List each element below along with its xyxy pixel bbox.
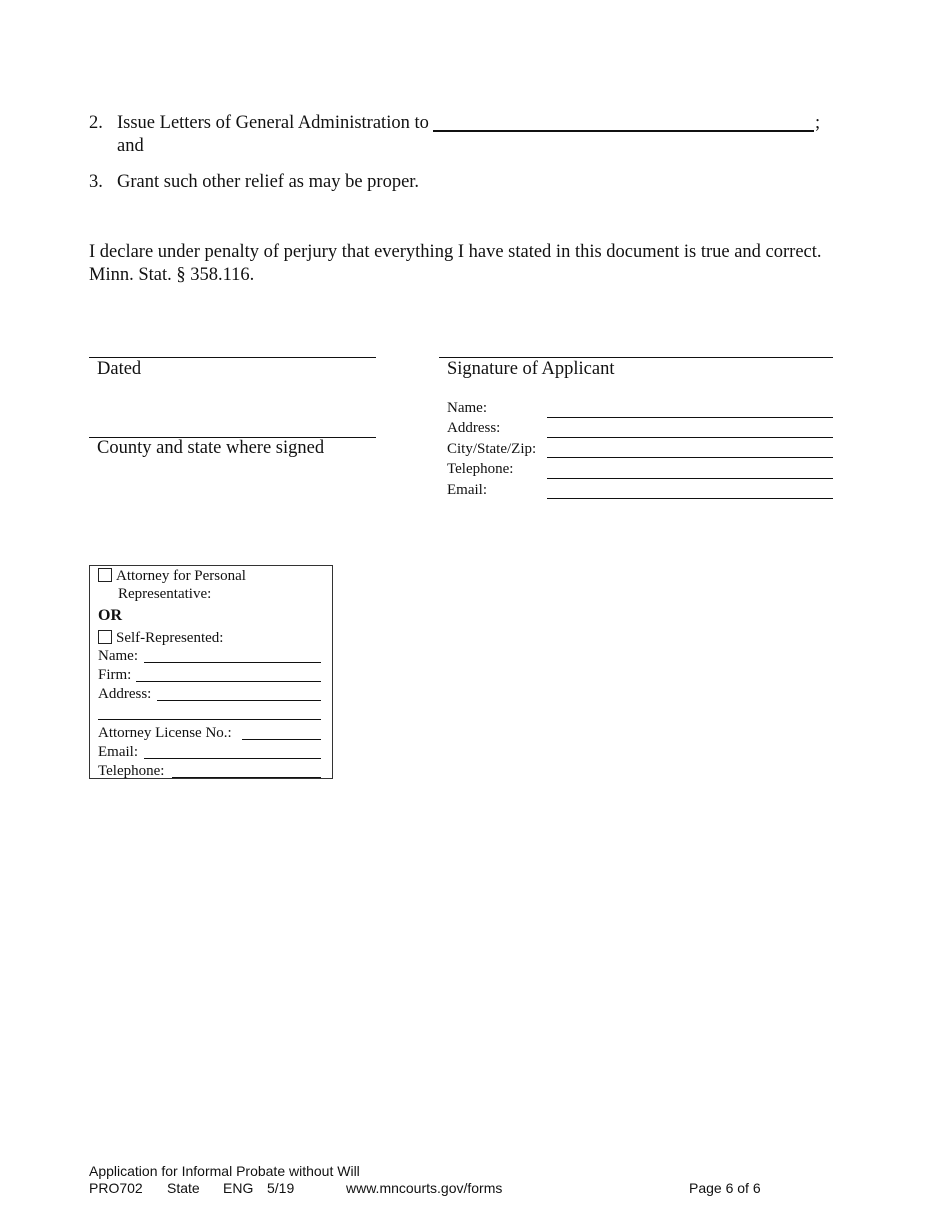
footer-revision: 5/19 <box>267 1180 295 1196</box>
footer-page-number: Page 6 of 6 <box>689 1180 761 1196</box>
box-email-label: Email: <box>98 744 138 760</box>
administrator-name-line[interactable] <box>433 130 814 132</box>
item-2-continuation: and <box>117 136 144 156</box>
applicant-name-line[interactable] <box>547 417 833 418</box>
dated-label: Dated <box>97 359 142 379</box>
item-2-number: 2. <box>89 113 103 133</box>
declaration-line-2: Minn. Stat. § 358.116. <box>89 265 255 285</box>
footer-form-title: Application for Informal Probate without Will <box>89 1163 360 1179</box>
applicant-city-label: City/State/Zip: <box>447 441 537 457</box>
box-telephone-line[interactable] <box>172 777 321 778</box>
item-3-text: Grant such other relief as may be proper. <box>117 172 420 192</box>
box-license-line[interactable] <box>242 739 321 740</box>
footer-website[interactable]: www.mncourts.gov/forms <box>346 1180 503 1196</box>
item-3-number: 3. <box>89 172 103 192</box>
box-email-line[interactable] <box>144 758 321 759</box>
attorney-info-box <box>89 565 333 779</box>
applicant-address-line[interactable] <box>547 437 833 438</box>
attorney-checkbox[interactable] <box>98 568 112 582</box>
item-2-suffix: ; <box>815 113 821 133</box>
box-address-line[interactable] <box>157 700 321 701</box>
attorney-option-label: Attorney for Personal <box>116 568 246 584</box>
box-firm-line[interactable] <box>136 681 321 682</box>
signature-label: Signature of Applicant <box>447 359 615 379</box>
box-name-label: Name: <box>98 648 138 664</box>
county-label: County and state where signed <box>97 438 325 458</box>
attorney-option <box>98 567 246 585</box>
footer-form-code: PRO702 <box>89 1180 143 1196</box>
self-represented-label: Self-Represented: <box>116 630 224 646</box>
applicant-name-label: Name: <box>447 400 487 416</box>
attorney-option-label-cont: Representative: <box>118 586 212 602</box>
applicant-email-line[interactable] <box>547 498 833 499</box>
self-represented-option <box>98 629 223 647</box>
applicant-city-line[interactable] <box>547 457 833 458</box>
self-represented-checkbox[interactable] <box>98 630 112 644</box>
applicant-email-label: Email: <box>447 482 487 498</box>
applicant-telephone-label: Telephone: <box>447 461 514 477</box>
box-firm-label: Firm: <box>98 667 132 683</box>
footer-jurisdiction: State <box>167 1180 200 1196</box>
applicant-telephone-line[interactable] <box>547 478 833 479</box>
applicant-address-label: Address: <box>447 420 501 436</box>
declaration-line-1: I declare under penalty of perjury that everything I have stated in this document is true and correct. <box>89 242 822 262</box>
or-label: OR <box>98 607 122 624</box>
box-license-label: Attorney License No.: <box>98 725 232 741</box>
item-2-text: Issue Letters of General Administration to <box>117 113 429 133</box>
box-address-label: Address: <box>98 686 152 702</box>
box-name-line[interactable] <box>144 662 321 663</box>
box-telephone-label: Telephone: <box>98 763 165 779</box>
box-address-line-2[interactable] <box>98 719 321 720</box>
footer-language: ENG <box>223 1180 254 1196</box>
